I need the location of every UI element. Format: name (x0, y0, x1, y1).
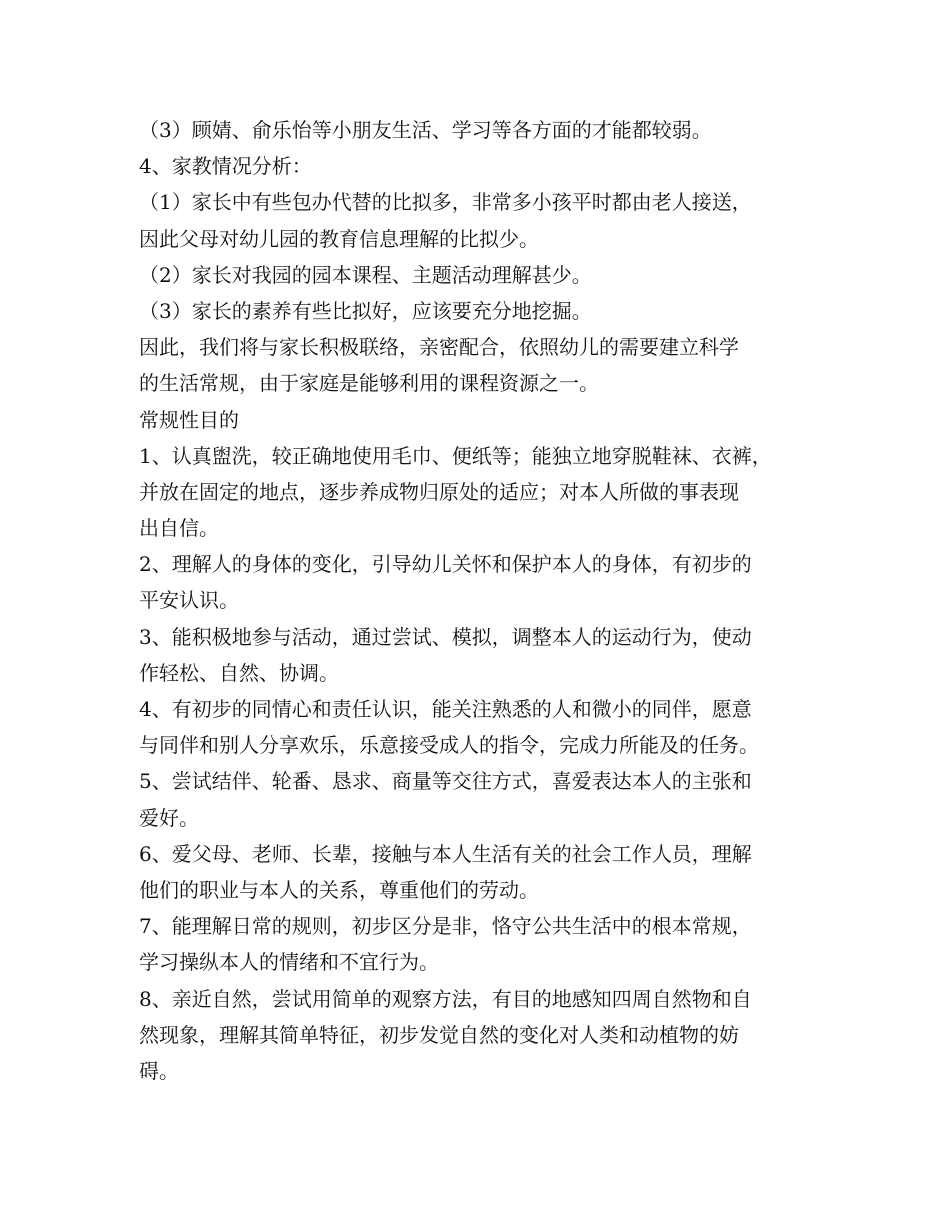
text-line: 8、亲近自然，尝试用简单的观察方法，有目的地感知四周自然物和自 (139, 986, 752, 1011)
text-line: （2）家长对我园的园本课程、主题活动理解甚少。 (139, 262, 592, 287)
text-line: 学习操纵本人的情绪和不宜行为。 (139, 950, 439, 975)
text-line: （3）家长的素养有些比拟好，应该要充分地挖掘。 (139, 298, 592, 323)
section-heading: 常规性目的 (139, 407, 239, 432)
text-line: 碍。 (139, 1058, 179, 1083)
text-line: 然现象，理解其简单特征，初步发觉自然的变化对人类和动植物的妨 (139, 1022, 739, 1047)
document-body (139, 112, 839, 1089)
text-line: （1）家长中有些包办代替的比拟多，非常多小孩平时都由老人接送， (139, 190, 752, 215)
text-line: 7、能理解日常的规则，初步区分是非，恪守公共生活中的根本常规， (139, 914, 752, 939)
text-line: 作轻松、自然、协调。 (139, 660, 339, 685)
text-line: 1、认真盥洗，较正确地使用毛巾、便纸等；能独立地穿脱鞋袜、衣裤， (139, 443, 772, 468)
text-line: 的生活常规，由于家庭是能够利用的课程资源之一。 (139, 371, 599, 396)
text-line: 2、理解人的身体的变化，引导幼儿关怀和保护本人的身体，有初步的 (139, 552, 752, 577)
text-line: 3、能积极地参与活动，通过尝试、模拟，调整本人的运动行为，使动 (139, 624, 752, 649)
text-line: 出自信。 (139, 516, 219, 541)
text-line: 6、爱父母、老师、长辈，接触与本人生活有关的社会工作人员，理解 (139, 841, 752, 866)
text-line: 他们的职业与本人的关系，尊重他们的劳动。 (139, 877, 539, 902)
text-line: 并放在固定的地点，逐步养成物归原处的适应；对本人所做的事表现 (139, 479, 739, 504)
text-line: 4、家教情况分析： (139, 154, 312, 179)
text-line: （3）顾婧、俞乐怡等小朋友生活、学习等各方面的才能都较弱。 (139, 118, 712, 142)
text-line: 与同伴和别人分享欢乐，乐意接受成人的指令，完成力所能及的任务。 (139, 733, 759, 758)
text-line: 5、尝试结伴、轮番、恳求、商量等交往方式，喜爱表达本人的主张和 (139, 769, 752, 794)
text-line: 因此，我们将与家长积极联络，亲密配合，依照幼儿的需要建立科学 (139, 335, 739, 360)
text-line: 因此父母对幼儿园的教育信息理解的比拟少。 (139, 226, 539, 251)
text-line: 4、有初步的同情心和责任认识，能关注熟悉的人和微小的同伴，愿意 (139, 697, 752, 721)
text-line: 平安认识。 (139, 588, 239, 613)
text-line: 爱好。 (139, 805, 199, 830)
